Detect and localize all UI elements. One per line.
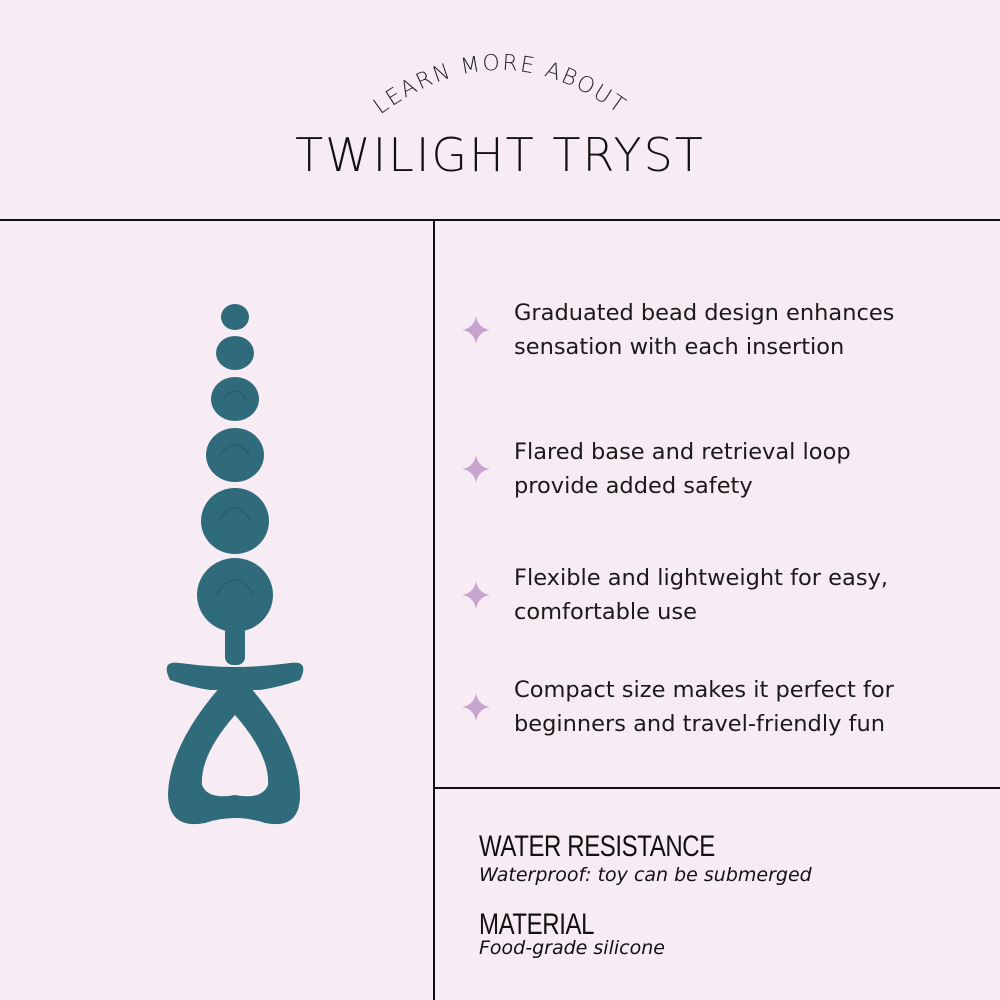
spec-label-material: MATERIAL	[479, 908, 595, 941]
divider-vertical	[433, 220, 435, 1000]
feature-text-line: Graduated bead design enhances	[514, 300, 895, 326]
sparkle-icon	[460, 453, 492, 485]
feature-text-line: comfortable use	[514, 599, 697, 625]
feature-text-line: Flexible and lightweight for easy,	[514, 565, 889, 591]
divider-specs	[434, 787, 1000, 789]
product-image	[150, 295, 320, 835]
svg-text:LEARN MORE ABOUT: LEARN MORE ABOUT	[369, 50, 631, 120]
feature-text-line: beginners and travel-friendly fun	[514, 711, 885, 737]
spec-value-water-resistance: Waterproof: toy can be submerged	[479, 864, 812, 886]
spec-value-material: Food-grade silicone	[479, 937, 665, 959]
page-title: TWILIGHT TRYST	[295, 128, 705, 182]
sparkle-icon	[460, 691, 492, 723]
sparkle-icon	[460, 314, 492, 346]
feature-item	[460, 673, 980, 741]
feature-item	[460, 435, 980, 503]
feature-item	[460, 561, 980, 629]
learn-more-kicker	[340, 30, 660, 130]
divider-top	[0, 219, 1000, 221]
feature-text-line: Compact size makes it perfect for	[514, 677, 894, 703]
spec-label-water-resistance: WATER RESISTANCE	[479, 830, 715, 863]
feature-item	[460, 296, 980, 364]
feature-text-line: Flared base and retrieval loop	[514, 439, 851, 465]
sparkle-icon	[460, 579, 492, 611]
feature-text-line: provide added safety	[514, 473, 753, 499]
feature-text-line: sensation with each insertion	[514, 334, 845, 360]
